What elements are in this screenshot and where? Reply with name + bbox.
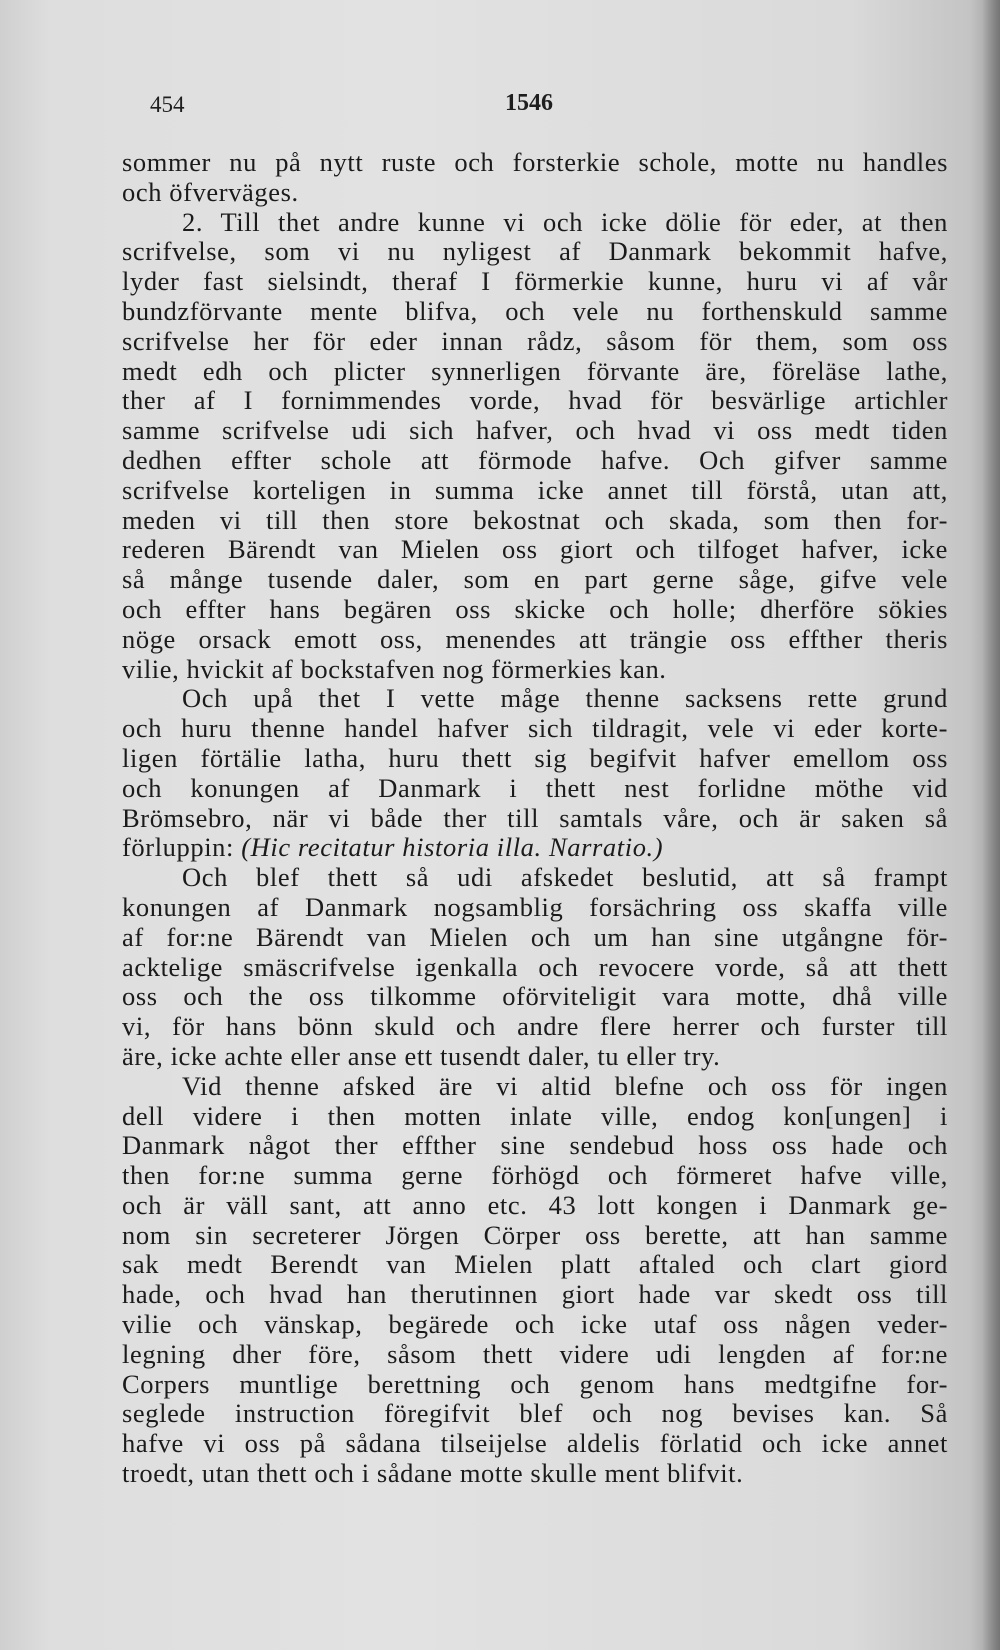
text-line: och är väll sant, att anno etc. 43 lott kongen i Danmark ge- (122, 1189, 948, 1220)
text-line: sak medt Berendt van Mielen platt aftaled och clart giord (122, 1249, 948, 1280)
text-line: Danmark något ther effther sine sendebud hoss oss hade och (122, 1130, 948, 1161)
text-line: Och blef thett så udi afskedet beslutid, att så frampt (182, 862, 948, 893)
body-text (122, 148, 948, 1489)
text-line: rederen Bärendt van Mielen oss giort och tilfoget hafver, icke (122, 534, 948, 565)
text-line: scrifvelse her för eder innan rådz, såsom för them, som oss (122, 325, 948, 356)
text-line: oss och the oss tilkomme oförviteligit vara motte, dhå ville (122, 981, 948, 1012)
text-line: scrifvelse, som vi nu nyligest af Danmark bekommit hafve, (122, 236, 948, 267)
text-segment: förluppin: (122, 832, 242, 863)
text-line: Vid thenne afsked äre vi altid blefne och oss för ingen (182, 1070, 948, 1101)
text-line: Och upå thet I vette måge thenne sacksens rette grund (182, 683, 948, 714)
text-line: konungen af Danmark nogsamblig forsächring oss skaffa ville (122, 891, 948, 922)
text-line: och öfverväges. (122, 176, 299, 207)
text-line: ligen förtälie latha, huru thett sig begifvit hafver emellom oss (122, 742, 948, 773)
text-line: medt edh och plicter synnerligen förvante äre, föreläse lathe, (122, 355, 948, 386)
text-line: ther af I fornimmendes vorde, hvad för besvärlige artichler (122, 385, 948, 416)
running-head-year: 1546 (505, 90, 553, 116)
text-line: then for:ne summa gerne förhögd och förmeret hafve ville, (122, 1160, 948, 1191)
text-line: vi, för hans bönn skuld och andre flere herrer och furster till (122, 1011, 948, 1042)
text-line: af for:ne Bärendt van Mielen och um han sine utgångne för- (122, 921, 948, 952)
text-line: hafve vi oss på sådana tilseijelse aldelis förlatid och icke annet (122, 1428, 948, 1459)
text-line: så månge tusende daler, som en part gerne såge, gifve vele (122, 564, 948, 595)
page-header (150, 92, 940, 132)
text-line: dedhen effter schole att förmode hafve. Och gifver samme (122, 444, 948, 475)
text-line: hade, och hvad han therutinnen giort hade var skedt oss till (122, 1279, 948, 1310)
text-line: nöge orsack emott oss, menendes att trängie oss effther theris (122, 623, 948, 654)
text-line: och effter hans begären oss skicke och holle; dherföre sökies (122, 593, 948, 624)
text-line: legning dher före, såsom thett videre udi lengden af for:ne (122, 1338, 948, 1369)
text-line: lyder fast sielsindt, theraf I förmerkie kunne, huru vi af vår (122, 266, 948, 297)
text-line: vilie, hvickit af bockstafven nog förmerkies kan. (122, 653, 667, 684)
text-line: troedt, utan thett och i sådane motte skulle ment blifvit. (122, 1458, 744, 1489)
text-line: meden vi till then store bekostnat och skada, som then for- (122, 504, 948, 535)
editorial-note: (Hic recitatur historia illa. Narratio.) (241, 832, 664, 863)
page-edge-shadow (982, 0, 1000, 1650)
text-line: Corpers muntlige berettning och genom hans medtgifne for- (122, 1368, 948, 1399)
text-line: sommer nu på nytt ruste och forsterkie schole, motte nu handles (122, 147, 948, 177)
text-line: bundzförvante mente blifva, och vele nu forthenskuld samme (122, 295, 948, 326)
text-line: 2. Till thet andre kunne vi och icke dölie för eder, at then (182, 206, 948, 237)
text-line: Brömsebro, när vi både ther till samtals våre, och är saken så (122, 802, 948, 833)
text-line: dell videre i then motten inlate ville, endog kon[ungen] i (122, 1100, 948, 1131)
text-line-with-editorial-note (122, 833, 948, 863)
text-line: och huru thenne handel hafver sich tildragit, vele vi eder korte- (122, 713, 948, 744)
text-line: och konungen af Danmark i thett nest forlidne möthe vid (122, 772, 948, 803)
text-line: acktelige smäscrifvelse igenkalla och revocere vorde, så att thett (122, 951, 948, 982)
text-line: samme scrifvelse udi sich hafver, och hvad vi oss medt tiden (122, 415, 948, 446)
text-line: äre, icke achte eller anse ett tusendt daler, tu eller try. (122, 1040, 721, 1071)
text-line: vilie och vänskap, begärede och icke utaf oss någen veder- (122, 1309, 948, 1340)
page-number: 454 (150, 92, 185, 117)
text-line: seglede instruction föregifvit blef och nog bevises kan. Så (122, 1398, 948, 1429)
text-line: scrifvelse korteligen in summa icke annet till förstå, utan att, (122, 474, 948, 505)
text-line: nom sin secreterer Jörgen Cörper oss berette, att han samme (122, 1219, 948, 1250)
